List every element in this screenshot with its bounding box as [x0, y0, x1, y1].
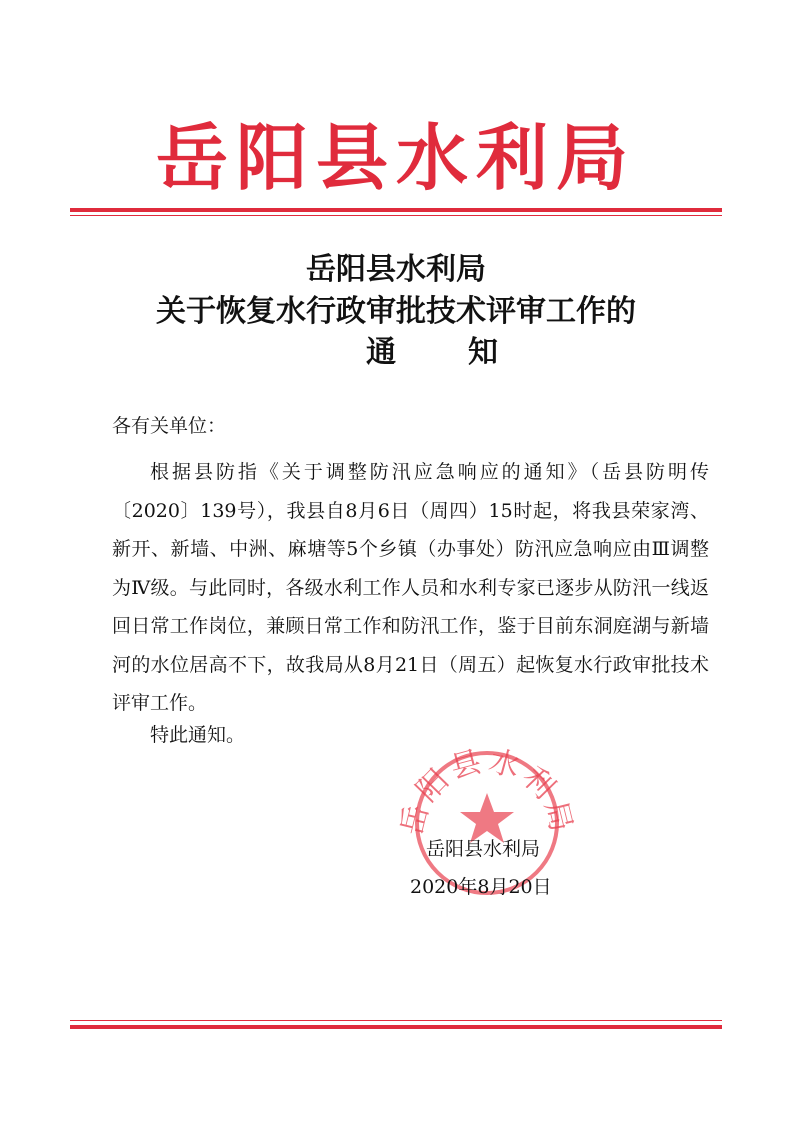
- signature-org: 岳阳县水利局: [426, 838, 541, 860]
- notice-title-line3: 通知: [366, 335, 570, 370]
- letterhead-title: 岳阳县水利局: [155, 115, 636, 200]
- seal-text: 岳阳县水利局: [394, 745, 580, 839]
- letterhead-rule-thick: [70, 208, 722, 212]
- signature-date: 2020年8月20日: [410, 876, 552, 898]
- closing-line: 特此通知。: [150, 724, 246, 746]
- notice-title-line2: 关于恢复水行政审批技术评审工作的: [156, 294, 636, 329]
- footer-rule-thin: [70, 1020, 722, 1021]
- salutation: 各有关单位：: [112, 415, 227, 437]
- notice-title-line1: 岳阳县水利局: [306, 252, 486, 287]
- letterhead-rule-thin: [70, 215, 722, 216]
- body-paragraph: 根据县防指《关于调整防汛应急响应的通知》（岳县防明传〔2020〕139号），我县自8月6日（周四）15时起，将我县荣家湾、新开、新墙、中洲、麻塘等5个乡镇（办事处）防汛应急响应由Ⅲ调整为Ⅳ级。与此同时，各级水利工作人员和水利专家已逐步从防汛一线返回日常工作岗位，兼顾日常工作和防汛工作，鉴于目前东洞庭湖与新墙河的水位居高不下，故我局从8月21日（周五）起恢复水行政审批技术评审工作。: [112, 461, 709, 714]
- footer-rule-thick: [70, 1025, 722, 1029]
- official-seal: [392, 745, 582, 895]
